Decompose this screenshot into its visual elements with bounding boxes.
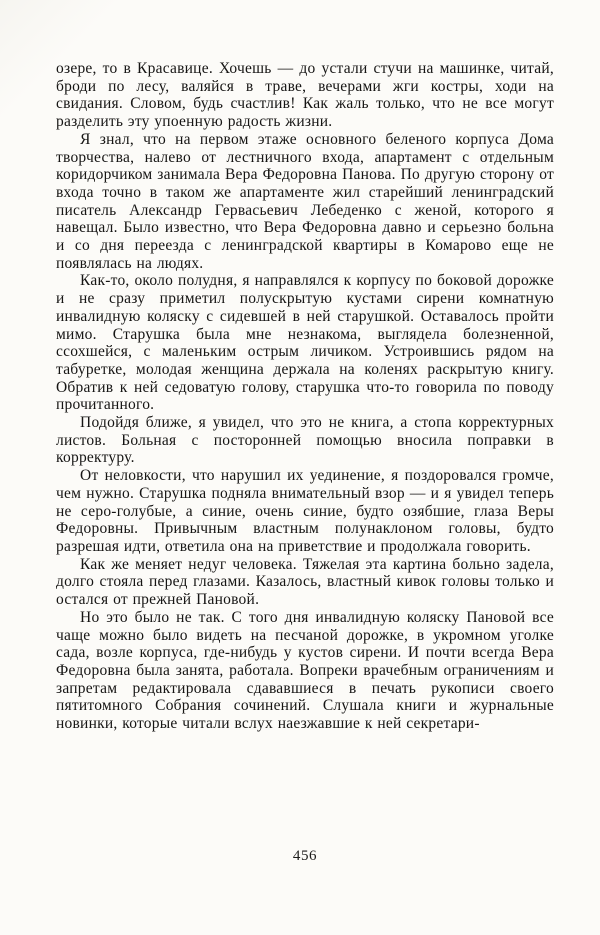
page-text [56,60,554,733]
paragraph: От неловкости, что нарушил их уединение, я поздоровался громче, чем нужно. Старушка подняла внимательный взор — и я увидел теперь не серо-голубые, а синие, очень синие, будто озябшие, глаза Веры Федоровны. Привычным властным полунаклоном головы, будто разрешая идти, ответила она на приветствие и продолжала говорить. [56,467,554,555]
paragraph: Я знал, что на первом этаже основного беленого корпуса Дома творчества, налево от лестничного входа, апартамент с отдельным коридорчиком занимала Вера Федоровна Панова. По другую сторону от входа точно в таком же апартаменте жил старейший ленинградский писатель Александр Гервасьевич Лебеденко с женой, которого я навещал. Было известно, что Вера Федоровна давно и серьезно больна и со дня переезда с ленинградской квартиры в Комарово еще не появлялась на людях. [56,130,554,272]
paragraph: Но это было не так. С того дня инвалидную коляску Пановой все чаще можно было видеть на песчаной дорожке, в укромном уголке сада, возле корпуса, где-нибудь у кустов сирени. И почти всегда Вера Федоровна была занята, работала. Вопреки врачебным ограничениям и запретам редактировала сдававшиеся в печать рукописи своего пятитомного Собрания сочинений. Слушала книги и журнальные новинки, которые читали вслух наезжавшие к ней секретари- [56,608,554,733]
paragraph-continuation: озере, то в Красавице. Хочешь — до устали стучи на машинке, читай, броди по лесу, валяйся в траве, вечерами жги костры, ходи на свидания. Словом, будь счастлив! Как жаль только, что не все могут разделить эту упоенную радость жизни. [56,60,554,131]
paragraph: Как-то, около полудня, я направлялся к корпусу по боковой дорожке и не сразу приметил полускрытую кустами сирени комнатную инвалидную коляску с сидевшей в ней старушкой. Оставалось пройти мимо. Старушка была мне незнакома, выглядела болезненной, ссохшейся, с маленьким острым личиком. Устроившись рядом на табуретке, молодая женщина держала на коленях раскрытую книгу. Обратив к ней седоватую голову, старушка что-то говорила по поводу прочитанного. [56,272,554,414]
page-number: 456 [292,848,318,864]
paragraph: Как же меняет недуг человека. Тяжелая эта картина больно задела, долго стояла перед глазами. Казалось, властный кивок головы только и остался от прежней Пановой. [56,555,554,609]
paragraph: Подойдя ближе, я увидел, что это не книга, а стопа корректурных листов. Больная с посторонней помощью вносила поправки в корректуру. [56,414,554,467]
